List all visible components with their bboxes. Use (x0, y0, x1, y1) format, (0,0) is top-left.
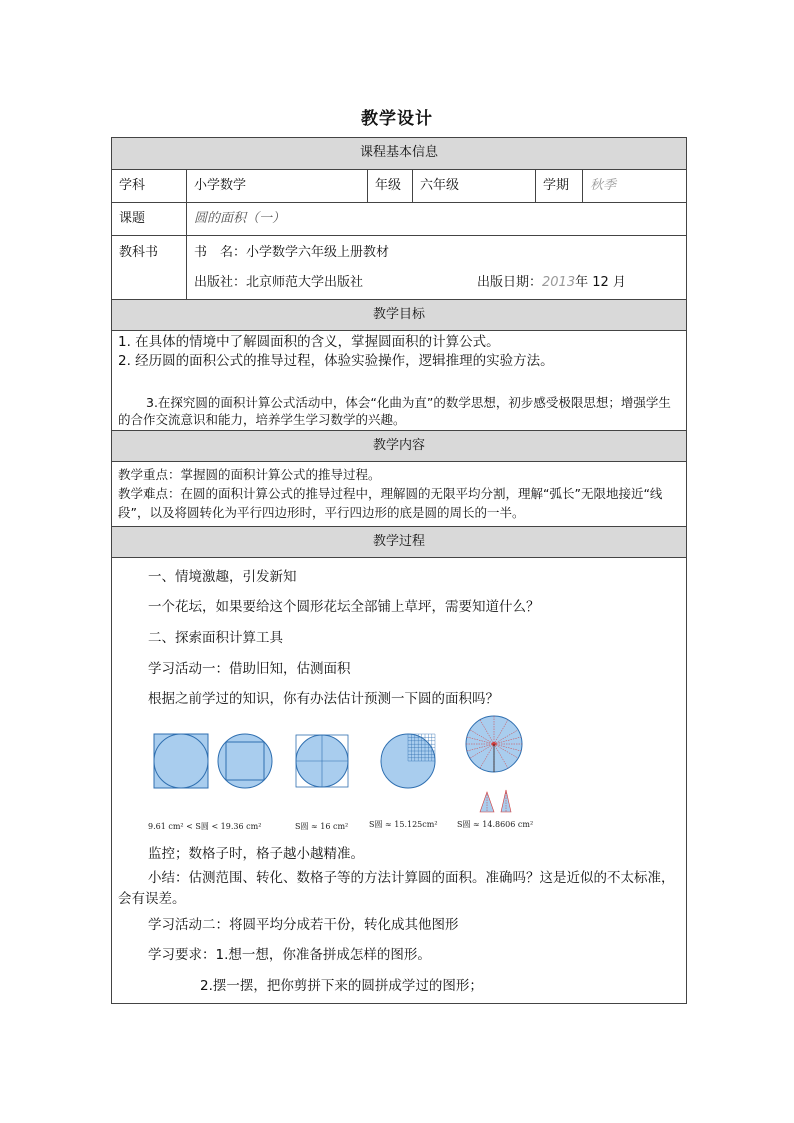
learning-requirement-1: 学习要求：1.想一想，你准备拼成怎样的图形。 (148, 947, 431, 963)
content-body (112, 462, 686, 527)
objectives-body (112, 331, 686, 431)
caption-fine-grid: S圆 ≈ 15.125cm² (369, 820, 438, 829)
process-question-2: 根据之前学过的知识，你有办法估计预测一下圆的面积吗？ (148, 691, 499, 707)
process-step-1: 一、情境激趣，引发新知 (148, 569, 297, 585)
pubdate-label: 出版日期： (477, 275, 543, 290)
pubdate-month: 年 12 月 (575, 275, 626, 290)
estimate-square-grid-figure (296, 735, 348, 787)
topic-value: 圆的面积（一） (194, 211, 286, 226)
caption-square-bounds: 9.61 cm² < S圆 < 19.36 cm² (148, 822, 262, 831)
learning-requirement-2: 2.摆一摆，把你剪拼下来的圆拼成学过的图形； (200, 978, 483, 994)
subject-label: 学科 (112, 170, 187, 202)
learning-activity-2: 学习活动二：将圆平均分成若干份，转化成其他图形 (148, 917, 459, 933)
process-step-2: 二、探索面积计算工具 (148, 630, 283, 646)
circle-area-estimation-figure (146, 712, 546, 834)
section-header-content: 教学内容 (112, 431, 686, 462)
objective-2: 2. 经历圆的面积公式的推导过程，体验实验操作，逻辑推理的实验方法。 (118, 353, 554, 369)
learning-activity-1: 学习活动一：借助旧知，估测面积 (148, 661, 351, 677)
estimate-square-bounds-figure (154, 734, 272, 788)
grade-label: 年级 (368, 170, 413, 202)
summary-note: 小结：估测范围、转化、数格子等的方法计算圆的面积。准确吗？这是近似的不太标准，会有误差。 (118, 870, 675, 907)
lesson-plan-table (111, 137, 687, 1004)
teaching-key-point: 教学重点：掌握圆的面积计算公式的推导过程。 (118, 467, 381, 482)
subject-row (112, 170, 686, 203)
caption-square-grid: S圆 ≈ 16 cm² (295, 822, 349, 831)
objective-3: 3.在探究圆的面积计算公式活动中，体会“化曲为直”的数学思想，初步感受极限思想；增强学生的合作交流意识和能力，培养学生学习数学的兴趣。 (118, 395, 671, 427)
section-header-basic-info: 课程基本信息 (112, 138, 686, 170)
publication-date (477, 267, 626, 299)
book-name-line: 书 名：小学数学六年级上册教材 (194, 245, 390, 260)
teaching-difficulty: 教学难点：在圆的面积计算公式的推导过程中，理解圆的无限平均分割，理解“弧长”无限地接近“线段”，以及将圆转化为平行四边形时，平行四边形的底是圆的周长的一半。 (118, 486, 663, 520)
objective-1: 1. 在具体的情境中了解圆面积的含义，掌握圆面积的计算公式。 (118, 334, 500, 350)
topic-row (112, 203, 686, 236)
document-title: 教学设计 (361, 109, 433, 129)
pubdate-year: 2013 (542, 275, 576, 290)
caption-sector: S圆 ≈ 14.8606 cm² (457, 820, 534, 829)
section-header-process: 教学过程 (112, 527, 686, 558)
section-header-objectives: 教学目标 (112, 300, 686, 331)
process-body (112, 558, 686, 1004)
estimate-fine-grid-figure (381, 734, 435, 788)
process-question-1: 一个花坛，如果要给这个圆形花坛全部铺上草坪，需要知道什么？ (148, 599, 540, 615)
publisher-line: 出版社：北京师范大学出版社 (194, 275, 364, 290)
monitoring-note: 监控；数格子时，格子越小越精准。 (148, 846, 364, 862)
textbook-row (112, 236, 686, 300)
subject-value: 小学数学 (187, 170, 368, 202)
term-value: 秋季 (590, 178, 617, 193)
term-label: 学期 (536, 170, 583, 202)
topic-label: 课题 (112, 203, 187, 235)
textbook-value (187, 236, 686, 299)
textbook-label: 教科书 (112, 236, 187, 299)
estimate-sector-figure (466, 716, 522, 812)
grade-value: 六年级 (413, 170, 536, 202)
